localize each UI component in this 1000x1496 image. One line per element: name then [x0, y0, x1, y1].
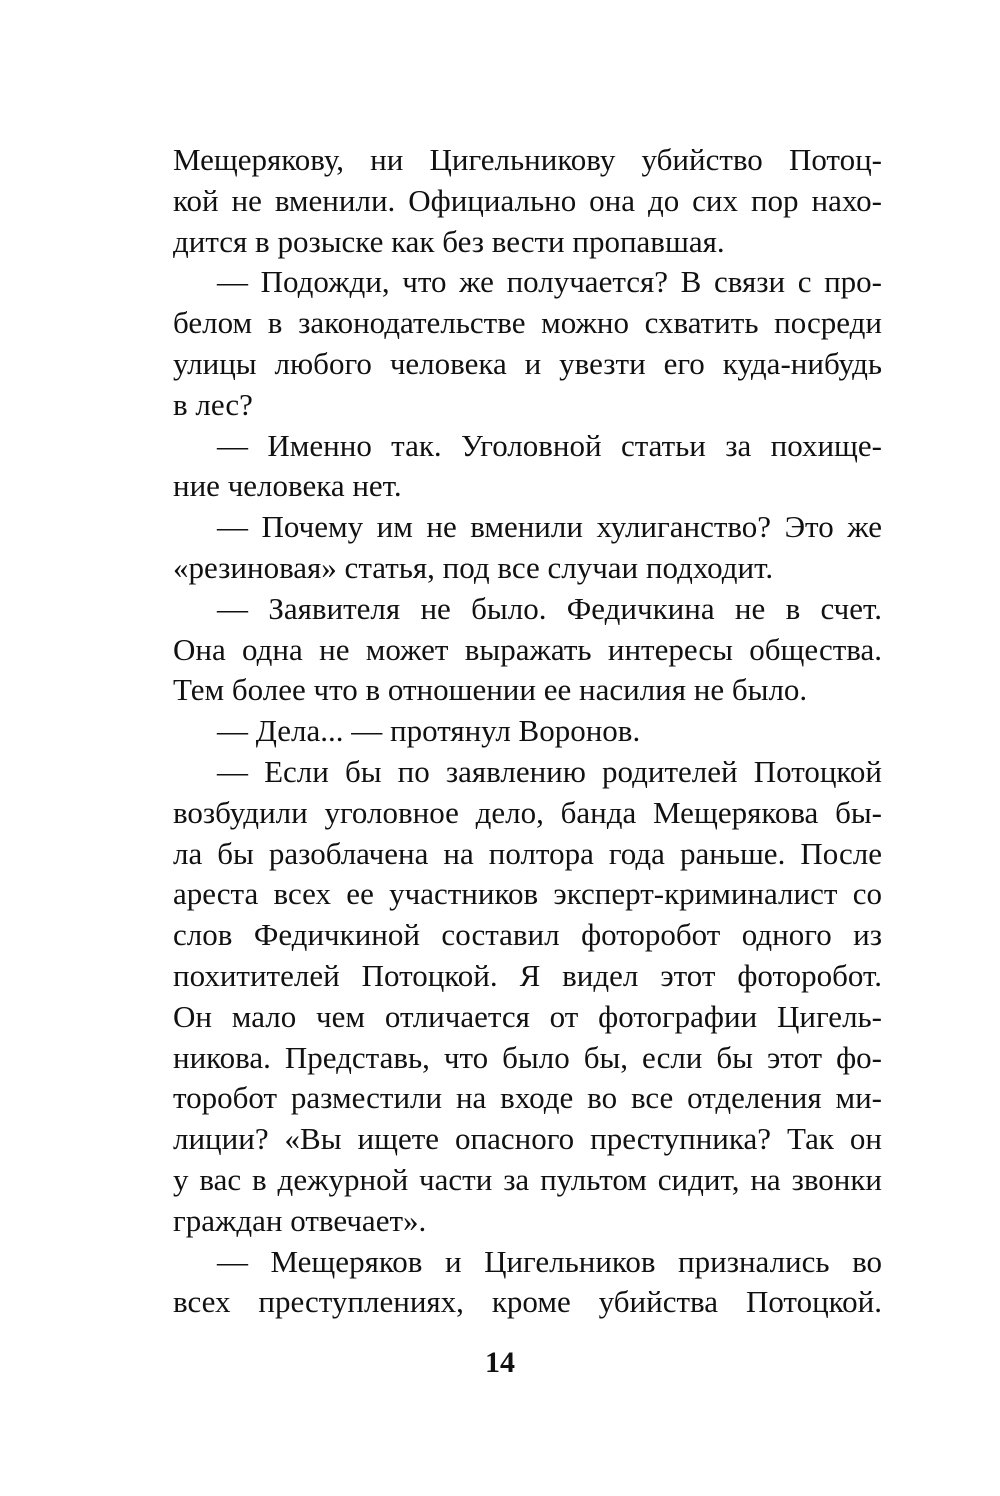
body-text — [173, 140, 882, 1323]
text-line: возбудили уголовное дело, банда Мещерякова бы- — [173, 794, 882, 830]
text-line: кой не вменили. Официально она до сих пор нахо- — [173, 182, 882, 218]
text-line: дится в розыске как без вести пропавшая. — [173, 223, 725, 259]
text-line: в лес? — [173, 386, 253, 422]
text-line: ла бы разоблачена на полтора года раньше. После — [173, 835, 882, 871]
text-line: Мещерякову, ни Цигельникову убийство Потоц- — [173, 142, 882, 177]
text-line: никова. Представь, что было бы, если бы этот фо- — [173, 1039, 882, 1075]
text-line: белом в законодательстве можно схватить посреди — [173, 305, 882, 341]
text-line: слов Федичкиной составил фоторобот одного из — [173, 917, 882, 953]
text-line: у вас в дежурной части за пультом сидит, на звонки — [173, 1161, 882, 1197]
text-line: всех преступлениях, кроме убийства Потоцкой. — [173, 1284, 882, 1320]
text-line: — Именно так. Уголовной статьи за похище- — [217, 427, 882, 463]
text-line: лиции? «Вы ищете опасного преступника? Так он — [173, 1121, 882, 1157]
text-line: Он мало чем отличается от фотографии Цигель- — [173, 998, 882, 1034]
text-line: «резиновая» статья, под все случаи подходит. — [173, 549, 774, 585]
text-line: торобот разместили на входе во все отделения ми- — [173, 1080, 882, 1116]
text-line: — Если бы по заявлению родителей Потоцкой — [217, 753, 882, 789]
text-line: — Почему им не вменили хулиганство? Это же — [217, 509, 882, 545]
text-line: — Заявителя не было. Федичкина не в счет. — [217, 590, 882, 626]
text-line: Она одна не может выражать интересы общества. — [173, 631, 882, 667]
text-line: ареста всех ее участников эксперт-криминалист со — [173, 876, 882, 912]
page-number: 14 — [485, 1346, 515, 1379]
text-line: ние человека нет. — [173, 468, 402, 504]
text-line: — Мещеряков и Цигельников признались во — [217, 1243, 882, 1279]
text-line: граждан отвечает». — [173, 1202, 427, 1238]
text-line: — Дела... — протянул Воронов. — [217, 713, 641, 749]
text-line: похитителей Потоцкой. Я видел этот фоторобот. — [173, 957, 882, 993]
text-line: — Подожди, что же получается? В связи с про- — [217, 264, 882, 300]
text-line: улицы любого человека и увезти его куда-нибудь — [173, 345, 882, 381]
text-line: Тем более что в отношении ее насилия не было. — [173, 672, 808, 708]
